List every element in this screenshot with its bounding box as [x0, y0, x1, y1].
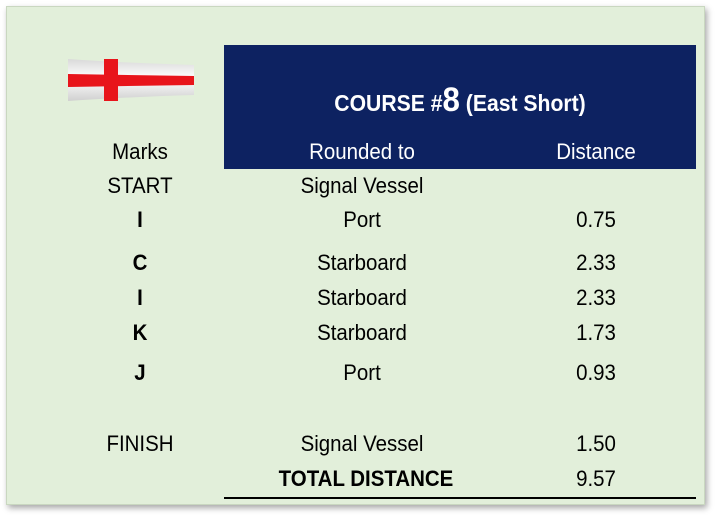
mark-cell: C	[132, 250, 148, 275]
mark-cell: FINISH	[106, 431, 174, 456]
distance-cell	[503, 169, 689, 203]
mark-cell: I	[137, 207, 143, 232]
rounded-cell: Signal Vessel	[300, 173, 424, 198]
distance-header: Distance	[556, 139, 636, 164]
distance-cell: 0.75	[576, 207, 616, 232]
course-prefix: COURSE #	[334, 90, 443, 116]
mark-cell: K	[132, 320, 148, 345]
rounded-cell: Starboard	[317, 250, 407, 275]
course-suffix: (East Short)	[459, 90, 586, 116]
distance-cell: 0.93	[576, 360, 616, 385]
distance-cell: 2.33	[576, 285, 616, 310]
rounded-cell: Port	[343, 207, 381, 232]
rounded-cell: Starboard	[317, 320, 407, 345]
marks-header: Marks	[112, 139, 168, 164]
mark-cell: I	[137, 285, 143, 310]
total-distance-value: 9.57	[576, 466, 616, 491]
course-title	[243, 80, 677, 123]
red-cross-flag-icon	[66, 55, 196, 105]
rounded-to-header: Rounded to	[309, 139, 415, 164]
total-underline	[224, 497, 696, 499]
mark-cell: J	[134, 360, 146, 385]
rounded-cell: Port	[343, 360, 381, 385]
rounded-cell: Starboard	[317, 285, 407, 310]
distance-cell: 1.73	[576, 320, 616, 345]
distance-cell: 2.33	[576, 250, 616, 275]
mark-cell: START	[107, 173, 173, 198]
course-number: 8	[442, 81, 460, 119]
distance-cell: 1.50	[576, 431, 616, 456]
total-distance-label: TOTAL DISTANCE	[278, 466, 454, 491]
rounded-cell: Signal Vessel	[300, 431, 424, 456]
